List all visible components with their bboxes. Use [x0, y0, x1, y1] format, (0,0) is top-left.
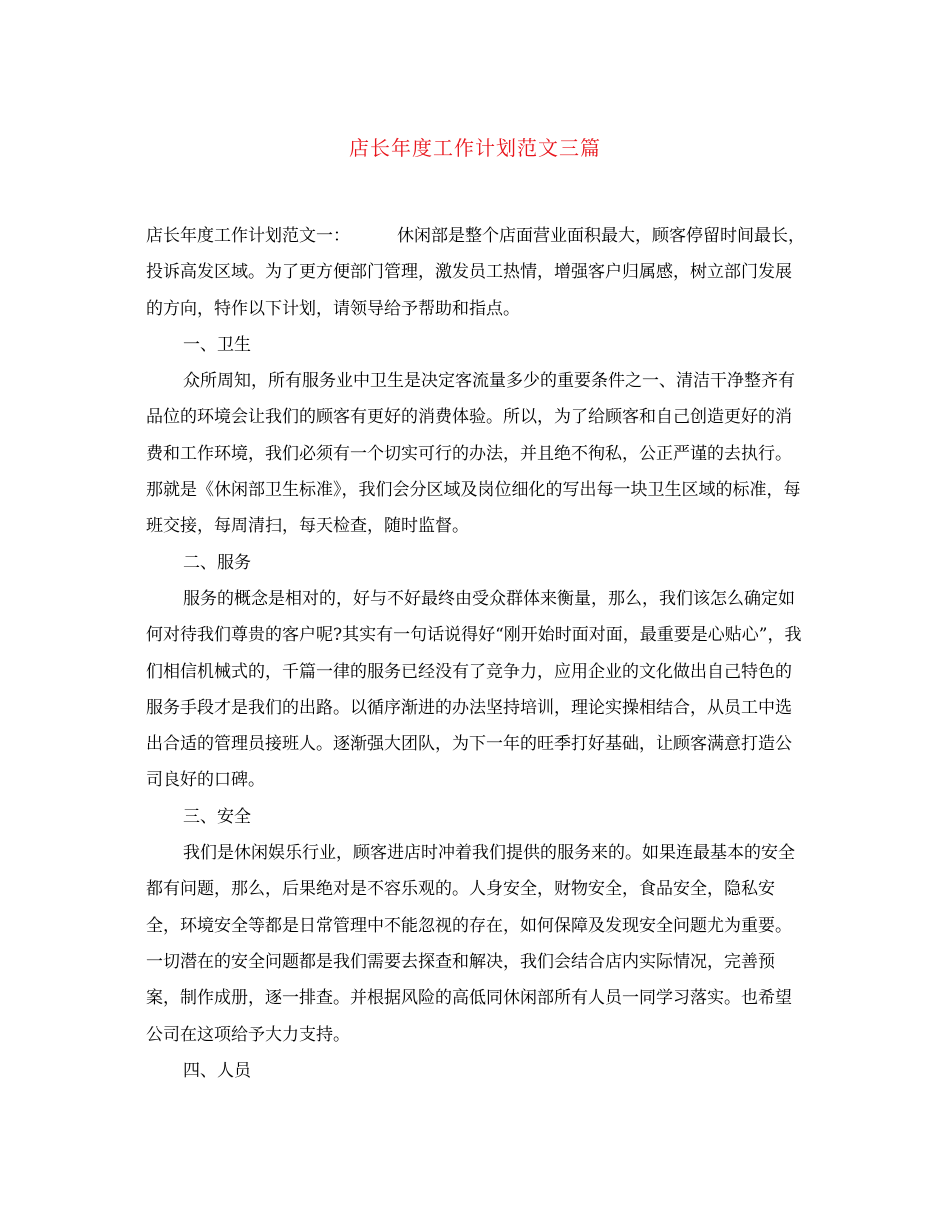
section-body-service: 服务的概念是相对的，好与不好最终由受众群体来衡量，那么，我们该怎么确定如何对待我们尊贵的客户呢?其实有一句话说得好“刚开始时面对面，最重要是心贴心”，我们相信机械式的，千篇一律的服务已经没有了竞争力，应用企业的文化做出自己特色的服务手段才是我们的出路。以循序渐进的办法坚持培训，理论实操相结合，从员工中选出合适的管理员接班人。逐渐强大团队，为下一年的旺季打好基础，让顾客满意打造公司良好的口碑。: [146, 588, 802, 791]
section-body-safety: 我们是休闲娱乐行业，顾客进店时冲着我们提供的服务来的。如果连最基本的安全都有问题，那么，后果绝对是不容乐观的。人身安全，财物安全，食品安全，隐私安全，环境安全等都是日常管理中不能忽视的存在，如何保障及发现安全问题尤为重要。一切潜在的安全问题都是我们需要去探查和解决，我们会结合店内实际情况，完善预案，制作成册，逐一排查。并根据风险的高低同休闲部所有人员一同学习落实。也希望公司在这项给予大力支持。: [146, 843, 795, 1045]
section-body-hygiene: 众所周知，所有服务业中卫生是决定客流量多少的重要条件之一、清洁干净整齐有品位的环境会让我们的顾客有更好的消费体验。所以，为了给顾客和自己创造更好的消费和工作环境，我们必须有一个切实可行的办法，并且绝不徇私，公正严谨的去执行。那就是《休闲部卫生标准》，我们会分区域及岗位细化的写出每一块卫生区域的标准，每班交接，每周清扫，每天检查，随时监督。: [146, 371, 801, 537]
document-body: [146, 218, 806, 1089]
section-heading-service: 二、服务: [183, 552, 251, 573]
section-heading-personnel: 四、人员: [183, 1060, 251, 1081]
section-heading-safety: 三、安全: [183, 806, 251, 827]
document-title: 店长年度工作计划范文三篇: [349, 136, 601, 160]
intro-paragraph: [146, 218, 806, 327]
section-heading-hygiene: 一、卫生: [183, 334, 251, 355]
intro-lead: 店长年度工作计划范文一：: [146, 226, 350, 246]
intro-text: 休闲部是整个店面营业面积最大，顾客停留时间最长，投诉高发区域。为了更方便部门管理，激发员工热情，增强客户归属感，树立部门发展的方向，特作以下计划，请领导给予帮助和指点。: [146, 226, 805, 319]
